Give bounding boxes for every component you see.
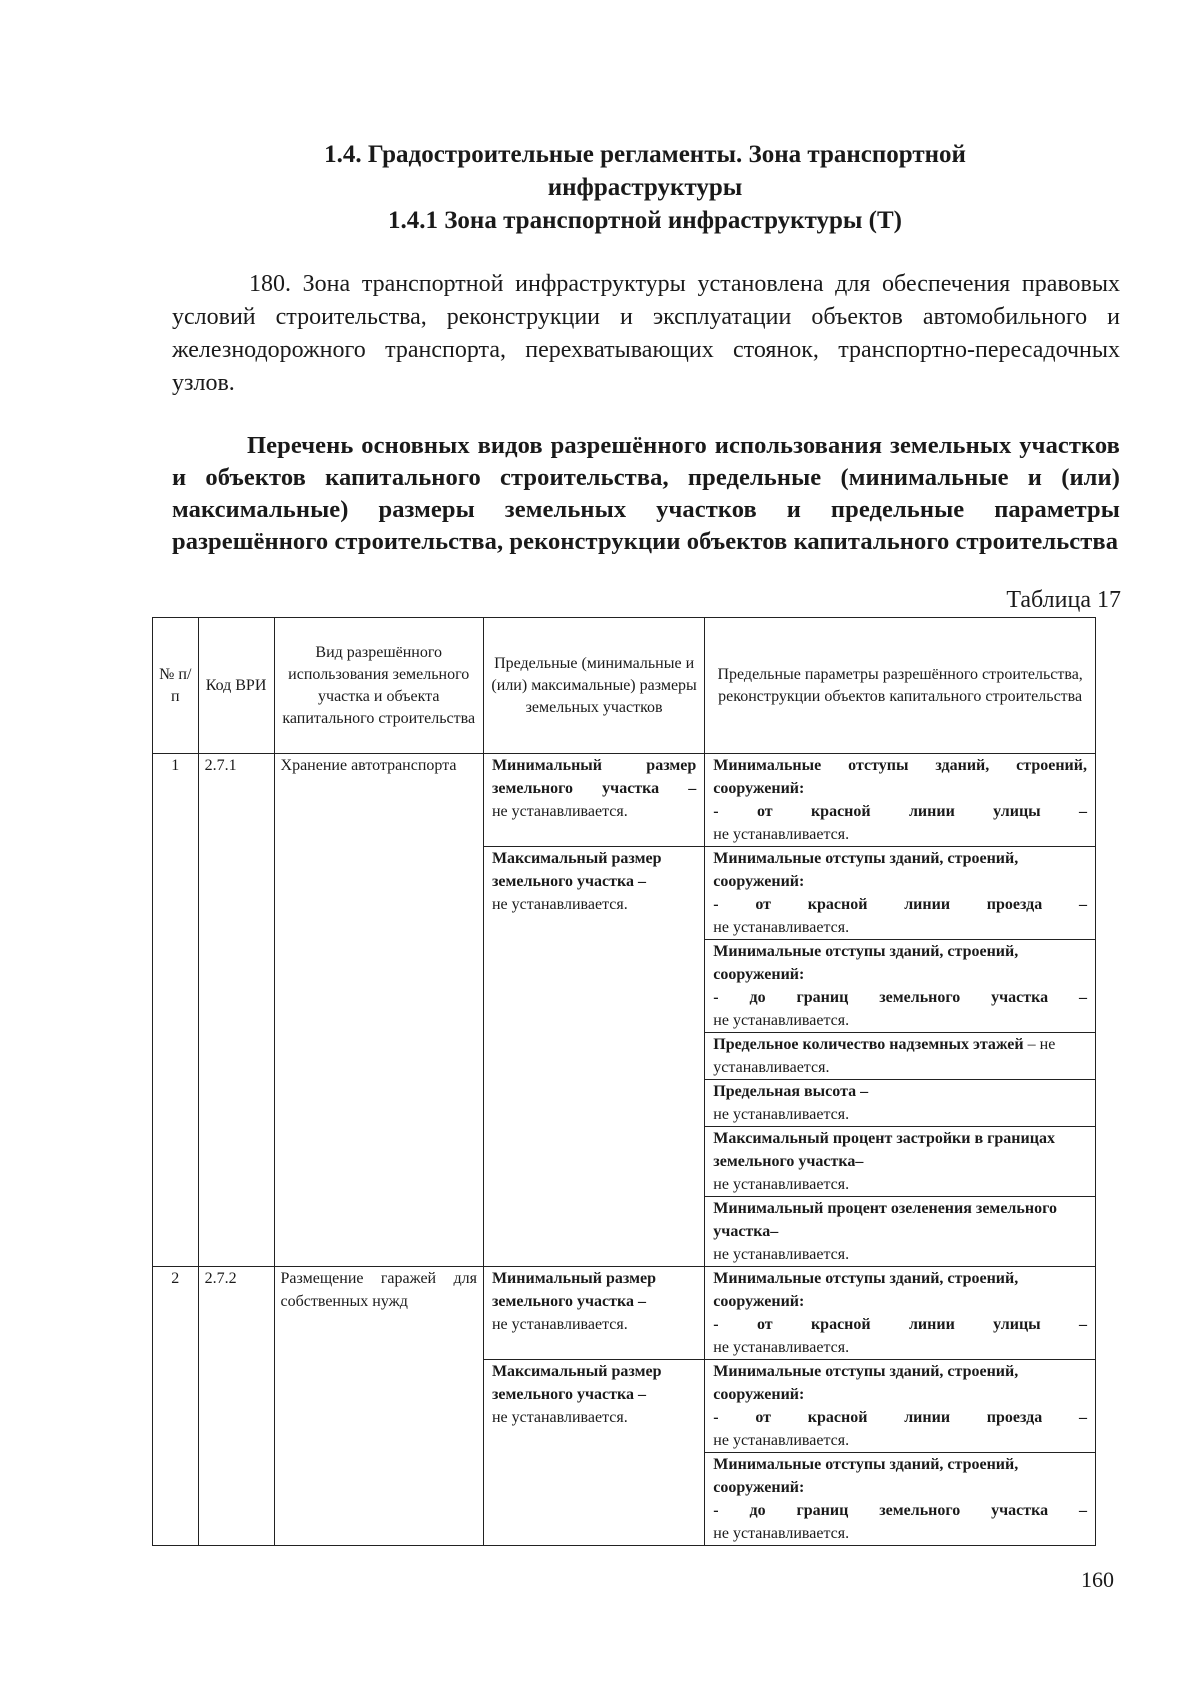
param-value: – не устанавливается. (713, 1036, 1056, 1076)
param-value: не устанавливается. (713, 1246, 850, 1263)
param-value: не устанавливается. (713, 1525, 850, 1542)
param-cell (705, 847, 1096, 940)
table-header-row (153, 618, 1096, 754)
param-cell (705, 1360, 1096, 1453)
header-params: Предельные параметры разрешённого строительства, реконструкции объектов капитального строительства (705, 618, 1096, 754)
row-code: 2.7.2 (198, 1267, 274, 1546)
param-label: Предельная высота – (713, 1083, 869, 1100)
param-value: не устанавливается. (713, 1012, 850, 1029)
param-cell (705, 1127, 1096, 1197)
min-size-label: Минимальный размер земельного участка – (491, 757, 697, 797)
list-title: Перечень основных видов разрешённого использования земельных участков и объектов капитального строительства, предельные (минимальные и (или) максимальные) размеры земельных участков и предельные параметры разрешённого строительства, реконструкции объектов капитального строительства (172, 432, 1120, 555)
param-label: Минимальные отступы зданий, строений, сооружений: (713, 1363, 1019, 1403)
param-cell (705, 940, 1096, 1033)
param-label: Минимальные отступы зданий, строений, сооружений: (713, 757, 1087, 797)
param-label: Предельное количество надземных этажей (713, 1036, 1024, 1053)
min-size-value: не устанавливается. (491, 803, 628, 820)
max-size-label: Максимальный размер земельного участка – (491, 850, 662, 890)
param-value: не устанавливается. (713, 1106, 850, 1123)
header-size: Предельные (минимальные и (или) максимальные) размеры земельных участков (483, 618, 704, 754)
max-size-value: не устанавливается. (491, 896, 628, 913)
table-caption: Таблица 17 (1006, 587, 1121, 613)
param-label: Минимальные отступы зданий, строений, сооружений: (713, 1270, 1019, 1310)
param-label: Максимальный процент застройки в границах земельного участка– (713, 1130, 1055, 1170)
param-sub: - до границ земельного участка – (713, 989, 1087, 1006)
row-number: 2 (153, 1267, 199, 1546)
param-sub: - от красной линии проезда – (713, 1409, 1087, 1426)
param-cell (705, 1033, 1096, 1080)
param-cell (705, 1267, 1096, 1360)
param-sub: - от красной линии улицы – (713, 803, 1087, 820)
heading-line-2: инфраструктуры (547, 174, 743, 201)
param-cell (705, 1197, 1096, 1267)
max-size-value: не устанавливается. (491, 1409, 628, 1426)
regulations-table (152, 617, 1096, 1546)
param-sub: - от красной линии улицы – (713, 1316, 1087, 1333)
param-label: Минимальные отступы зданий, строений, сооружений: (713, 850, 1019, 890)
header-type: Вид разрешённого использования земельного участка и объекта капитального строительства (274, 618, 483, 754)
param-value: не устанавливается. (713, 1339, 850, 1356)
param-cell (705, 1080, 1096, 1127)
param-label: Минимальные отступы зданий, строений, сооружений: (713, 1456, 1019, 1496)
min-size-value: не устанавливается. (491, 1316, 628, 1333)
row-code: 2.7.1 (198, 754, 274, 1267)
zone-description: 180. Зона транспортной инфраструктуры установлена для обеспечения правовых условий строительства, реконструкции и эксплуатации объектов автомобильного и железнодорожного транспорта, перехватывающих стоянок, транспортно-пересадочных узлов. (172, 271, 1120, 396)
param-cell (705, 754, 1096, 847)
row-type: Размещение гаражей для собственных нужд (274, 1267, 483, 1546)
heading-line-1: 1.4. Градостроительные регламенты. Зона транспортной (324, 141, 966, 168)
param-value: не устанавливается. (713, 1432, 850, 1449)
param-label: Минимальные отступы зданий, строений, сооружений: (713, 943, 1019, 983)
param-value: не устанавливается. (713, 919, 850, 936)
param-sub: - до границ земельного участка – (713, 1502, 1087, 1519)
param-value: не устанавливается. (713, 826, 850, 843)
header-code: Код ВРИ (198, 618, 274, 754)
table-row (153, 754, 1096, 847)
min-size-cell (483, 754, 704, 847)
param-label: Минимальный процент озеленения земельного участка– (713, 1200, 1057, 1240)
param-value: не устанавливается. (713, 1176, 850, 1193)
section-heading (170, 138, 1120, 237)
param-cell (705, 1453, 1096, 1546)
max-size-label: Максимальный размер земельного участка – (491, 1363, 662, 1403)
min-size-label: Минимальный размер земельного участка – (491, 1270, 656, 1310)
row-number: 1 (153, 754, 199, 1267)
min-size-cell (483, 1267, 704, 1360)
max-size-cell (483, 847, 704, 1267)
page-number: 160 (1081, 1567, 1114, 1592)
max-size-cell (483, 1360, 704, 1546)
header-num: № п/п (153, 618, 199, 754)
row-type: Хранение автотранспорта (274, 754, 483, 1267)
heading-line-3: 1.4.1 Зона транспортной инфраструктуры (Т) (387, 207, 903, 234)
param-sub: - от красной линии проезда – (713, 896, 1087, 913)
table-row (153, 1267, 1096, 1360)
